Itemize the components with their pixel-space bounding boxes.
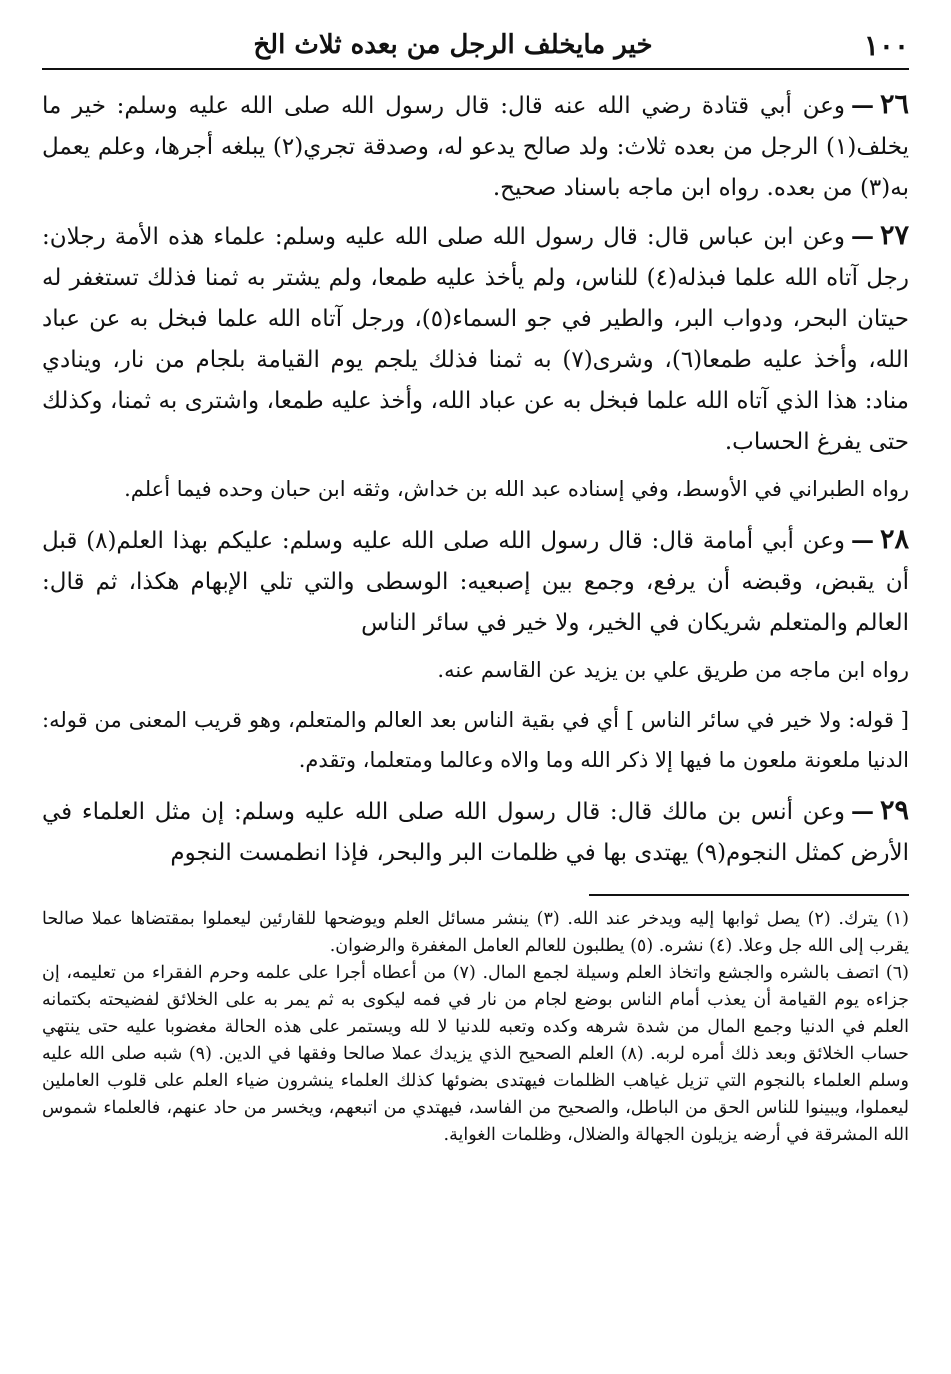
hadith-number: ٢٧ [879, 220, 909, 251]
running-title: خير مايخلف الرجل من بعده ثلاث الخ [253, 30, 653, 60]
footnote-block: (١) يترك. (٢) يصل ثوابها إليه ويدخر عند الله. (٣) ينشر مسائل العلم ويوضحها للقارئين ليعملوا بمقتضاها عملا صالحا يقرب إلى الله جل وعلا. (٤) نشره. (٥) يطلبون للعالم العامل المغفرة والرضوان. [42, 909, 909, 956]
hadith-27-source: رواه الطبراني في الأوسط، وفي إسناده عبد الله بن خداش، وثقه ابن حبان وحده فيما أعلم. [124, 477, 909, 501]
main-text [42, 84, 909, 874]
footnote-block: (٦) اتصف بالشره والجشع واتخاذ العلم وسيلة لجمع المال. (٧) من أعطاه أجرا على علمه وحرم الفقراء من تعليمه، إن جزاءه يوم القيامة أن يعذب أمام الناس بوضع لجام من نار في فمه ليكوى به ثم يمر به على الخلائق لفضيحته بكتمانه العلم في الدنيا وجمع المال من شدة شرهه وكده وتعبه للدنيا لا لله ويستمر على هذه الحالة مغضوبا عليه حتى ينتهي حساب الخلائق وبعد ذلك أمره لربه. (٨) العلم الصحيح الذي يزيدك عملا صالحا وفقها في الدين. (٩) شبه صلى الله عليه وسلم العلماء بالنجوم التي تزيل غياهب الظلمات فيهتدى بضوئها كذلك العلماء ينشرون ضياء العلم على قلوب العاملين ليعملوا، ويبينوا للناس الحق من الباطل، والصحيح من الفاسد، فيهتدي من اتبعهم، ويخسر من حاد عنهم، فالعلماء شموس الله المشرقة في أرضه يزيلون الجهالة والضلال، وظلمات الغواية. [42, 963, 910, 1145]
hadith-28-source: رواه ابن ماجه من طريق علي بن يزيد عن القاسم عنه. [437, 658, 909, 682]
hadith-number: ٢٨ [879, 524, 909, 555]
hadith-text: وعن أنس بن مالك قال: قال رسول الله صلى الله عليه وسلم: إن مثل العلماء في الأرض كمثل النجوم(٩) يهتدى بها في ظلمات البر والبحر، فإذا انطمست النجوم [42, 799, 909, 866]
footnote-separator [589, 894, 909, 896]
page-number: ١٠٠ [863, 28, 909, 62]
hadith-28: ٢٨—وعن أبي أمامة قال: قال رسول الله صلى الله عليه وسلم: عليكم بهذا العلم(٨) قبل أن يقبض، وقبضه أن يرفع، وجمع بين إصبعيه: الوسطى والتي تلي الإبهام هكذا، ثم قال: العالم والمتعلم شريكان في الخير، ولا خير في سائر الناس [42, 524, 909, 636]
hadith-29: ٢٩—وعن أنس بن مالك قال: قال رسول الله صلى الله عليه وسلم: إن مثل العلماء في الأرض كمثل النجوم(٩) يهتدى بها في ظلمات البر والبحر، فإذا انطمست النجوم [42, 795, 909, 866]
hadith-text: وعن أبي قتادة رضي الله عنه قال: قال رسول الله صلى الله عليه وسلم: خير ما يخلف(١) الرجل من بعده ثلاث: ولد صالح يدعو له، وصدقة تجري(٢) يبلغه أجرها، وعلم يعمل به(٣) من بعده. رواه ابن ماجه باسناد صحيح. [42, 93, 909, 201]
footnotes [42, 906, 909, 1149]
hadith-number: ٢٦ [879, 89, 909, 120]
page-header [42, 22, 909, 70]
hadith-text: وعن ابن عباس قال: قال رسول الله صلى الله عليه وسلم: علماء هذه الأمة رجلان: رجل آتاه الله علما فبذله(٤) للناس، ولم يأخذ عليه طمعا، ولم يشتر به ثمنا فذلك تستغفر له حيتان البحر، ودواب البر، والطير في جو السماء(٥)، ورجل آتاه الله علما فبخل به عن عباد الله، وأخذ عليه طمعا(٦)، وشرى(٧) به ثمنا فذلك يلجم يوم القيامة بلجام من نار، وينادي مناد: هذا الذي آتاه الله علما فبخل به عن عباد الله، وأخذ عليه طمعا، واشترى به ثمنا، وكذلك حتى يفرغ الحساب. [42, 224, 909, 455]
hadith-26: ٢٦—وعن أبي قتادة رضي الله عنه قال: قال رسول الله صلى الله عليه وسلم: خير ما يخلف(١) الرجل من بعده ثلاث: ولد صالح يدعو له، وصدقة تجري(٢) يبلغه أجرها، وعلم يعمل به(٣) من بعده. رواه ابن ماجه باسناد صحيح. [42, 89, 909, 201]
commentary: [ قوله: ولا خير في سائر الناس ] أي في بقية الناس بعد العالم والمتعلم، وهو قريب المعنى من قوله: الدنيا ملعونة ملعون ما فيها إلا ذكر الله وما والاه وعالما ومتعلما، وتقدم. [42, 708, 909, 772]
hadith-27: ٢٧—وعن ابن عباس قال: قال رسول الله صلى الله عليه وسلم: علماء هذه الأمة رجلان: رجل آتاه الله علما فبذله(٤) للناس، ولم يأخذ عليه طمعا، ولم يشتر به ثمنا فذلك تستغفر له حيتان البحر، ودواب البر، والطير في جو السماء(٥)، ورجل آتاه الله علما فبخل به عن عباد الله، وأخذ عليه طمعا(٦)، وشرى(٧) به ثمنا فذلك يلجم يوم القيامة بلجام من نار، وينادي مناد: هذا الذي آتاه الله علما فبخل به عن عباد الله، وأخذ عليه طمعا، واشترى به ثمنا، وكذلك حتى يفرغ الحساب. [42, 220, 909, 455]
hadith-text: وعن أبي أمامة قال: قال رسول الله صلى الله عليه وسلم: عليكم بهذا العلم(٨) قبل أن يقبض، وقبضه أن يرفع، وجمع بين إصبعيه: الوسطى والتي تلي الإبهام هكذا، ثم قال: العالم والمتعلم شريكان في الخير، ولا خير في سائر الناس [42, 528, 909, 636]
hadith-number: ٢٩ [879, 795, 909, 826]
